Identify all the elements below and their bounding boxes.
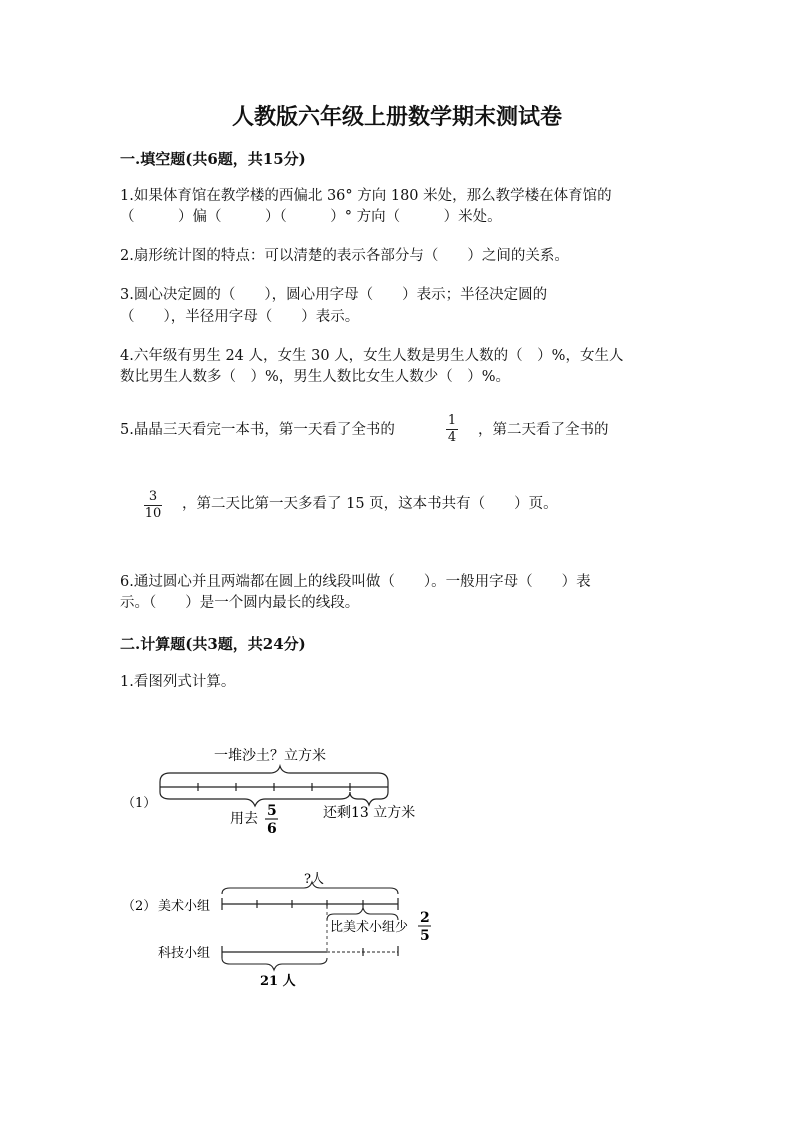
q6-line1: 6.通过圆心并且两端都在圆上的线段叫做（ ）。一般用字母（ ）表	[120, 574, 591, 590]
fig1-used-text: 用去	[230, 811, 258, 827]
fig2-label: （2）	[122, 899, 157, 914]
q2-text: 2.扇形统计图的特点：可以清楚的表示各部分与（ ）之间的关系。	[120, 248, 569, 264]
fig2-less-brace	[327, 908, 398, 920]
fig1-label: （1）	[122, 796, 157, 811]
fig2-less-text: 比美术小组少	[330, 920, 409, 935]
fig2-top-text: ?人	[304, 872, 324, 887]
calc-q1-text: 1.看图列式计算。	[120, 674, 236, 690]
q4-line2: 数比男生人数多（ ）%，男生人数比女生人数少（ ）%。	[120, 369, 511, 385]
fig1-remain-brace	[350, 792, 388, 805]
fig1-top-brace	[160, 766, 388, 782]
fig2-less-numerator: 2	[420, 910, 430, 926]
fig1-used-brace	[160, 792, 350, 806]
fig1-used-numerator: 5	[267, 803, 277, 819]
q5-frac2-numerator: 3	[148, 489, 158, 504]
fig2-tech-label: 科技小组	[158, 946, 211, 961]
figure-1	[110, 735, 450, 845]
q1-line1: 1.如果体育馆在教学楼的西偏北 36° 方向 180 米处，那么教学楼在体育馆的	[120, 188, 612, 204]
fig1-remain-text: 还剩13 立方米	[323, 805, 416, 821]
fig2-bottom-brace	[222, 958, 327, 970]
fig1-used-denominator: 6	[267, 821, 277, 837]
figure-2	[118, 868, 448, 993]
q6-line2: 示。（ ）是一个圆内最长的线段。	[120, 595, 360, 611]
q5-frac1-numerator: 1	[447, 413, 457, 428]
fig2-less-denominator: 5	[420, 928, 430, 944]
q3-line2: （ ），半径用字母（ ）表示。	[120, 309, 360, 325]
q5-part3: ，第二天比第一天多看了 15 页，这本书共有（ ）页。	[182, 496, 558, 512]
q1-line2: （ ）偏（ ）（ ）° 方向（ ）米处。	[120, 209, 502, 225]
q5-part2: ，第二天看了全书的	[478, 422, 609, 438]
q5-fraction-2	[144, 490, 162, 521]
page-title: 人教版六年级上册数学期末测试卷	[231, 104, 562, 130]
fig2-art-label: 美术小组	[158, 899, 211, 914]
fig1-top-text: 一堆沙土？立方米	[214, 748, 326, 764]
section2-heading: 二.计算题(共3题，共24分)	[120, 635, 306, 653]
q5-frac2-denominator: 10	[144, 506, 162, 521]
q5-part1: 5.晶晶三天看完一本书，第一天看了全书的	[120, 422, 395, 438]
q5-fraction-1	[446, 414, 458, 445]
q4-line1: 4.六年级有男生 24 人，女生 30 人，女生人数是男生人数的（ ）%，女生人	[120, 348, 624, 364]
q5-frac1-denominator: 4	[447, 430, 457, 445]
section1-heading: 一.填空题(共6题，共15分)	[120, 150, 306, 168]
q3-line1: 3.圆心决定圆的（ ），圆心用字母（ ）表示；半径决定圆的	[120, 287, 548, 303]
fig2-bottom-text: 21 人	[260, 974, 296, 989]
